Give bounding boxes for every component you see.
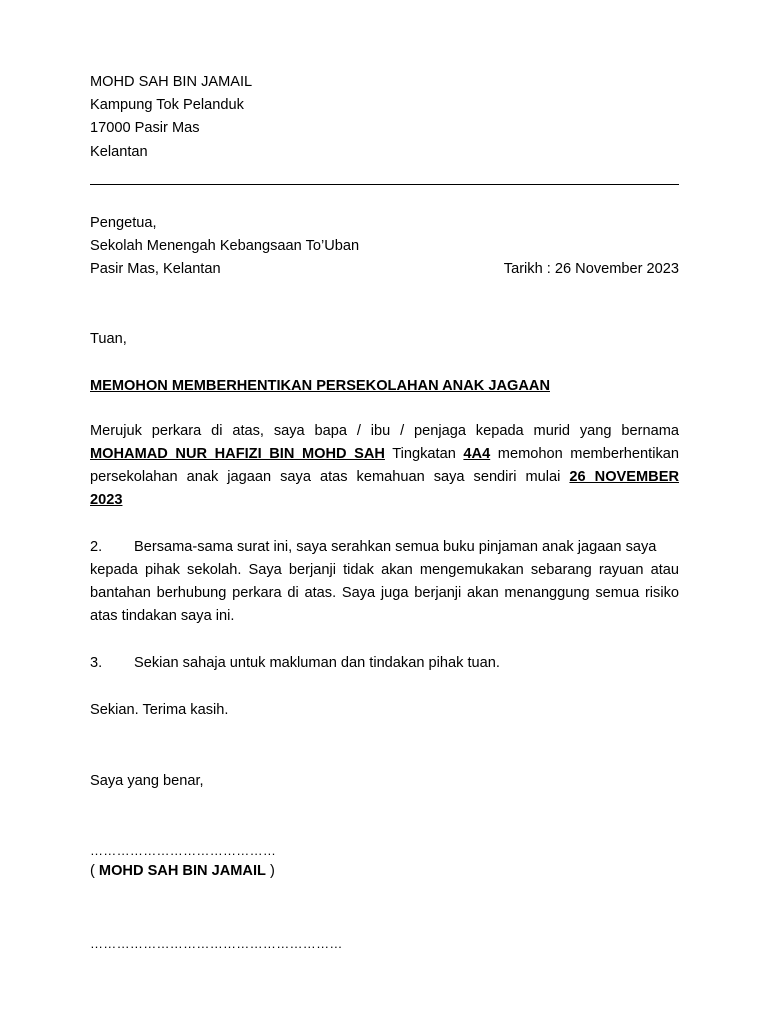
p1-text-1: Merujuk perkara di atas, saya bapa / ibu / penjaga kepada murid yang bernama bbox=[90, 423, 679, 439]
p2-text-4: atas tindakan saya ini. bbox=[90, 608, 235, 624]
recipient-school: Sekolah Menengah Kebangsaan To’Uban bbox=[90, 238, 360, 254]
paragraph-1-line-4 bbox=[90, 489, 679, 512]
open-paren: ( bbox=[90, 863, 99, 879]
paragraph-1-line-3 bbox=[90, 466, 679, 489]
student-name: MOHAMAD NUR HAFIZI BIN MOHD SAH bbox=[90, 446, 385, 462]
letter-date: Tarikh : 26 November 2023 bbox=[503, 261, 679, 277]
letter-subject: MEMOHON MEMBERHENTIKAN PERSEKOLAHAN ANAK JAGAAN bbox=[90, 378, 550, 394]
signature-name-block bbox=[90, 862, 275, 880]
paragraph-3 bbox=[90, 654, 500, 672]
signature-line: …………………………………… bbox=[90, 843, 277, 858]
p2-text-2: kepada pihak sekolah. Saya berjanji tidak akan mengemukakan sebarang rayuan atau bbox=[90, 562, 679, 578]
paragraph-2-line-3 bbox=[90, 582, 679, 605]
signature-name: MOHD SAH BIN JAMAIL bbox=[98, 863, 266, 879]
paragraph-2-line-1 bbox=[90, 536, 679, 559]
p3-text: Sekian sahaja untuk makluman dan tindakan pihak tuan. bbox=[134, 655, 500, 671]
salutation: Tuan, bbox=[90, 331, 127, 347]
paragraph-3-number: 3. bbox=[90, 655, 103, 671]
second-signature-line: ………………………………………………… bbox=[90, 936, 343, 951]
student-class: 4A4 bbox=[463, 446, 491, 462]
paragraph-2-number: 2. bbox=[90, 539, 103, 555]
letter-page bbox=[90, 0, 679, 1024]
sign-off: Saya yang benar, bbox=[90, 773, 204, 789]
p1-text-3: persekolahan anak jagaan saya atas kemahuan saya sendiri mulai bbox=[90, 469, 561, 485]
header-divider bbox=[90, 184, 679, 185]
p2-text-3: bantahan berhubung perkara di atas. Saya juga berjanji akan menanggung semua risiko bbox=[90, 585, 679, 601]
paragraph-2-line-2 bbox=[90, 559, 679, 582]
sender-name: MOHD SAH BIN JAMAIL bbox=[90, 74, 253, 90]
sender-address-line1: Kampung Tok Pelanduk bbox=[90, 97, 244, 113]
tingkatan-label: Tingkatan bbox=[392, 446, 456, 462]
sender-address-line2: 17000 Pasir Mas bbox=[90, 120, 200, 136]
close-paren: ) bbox=[265, 863, 275, 879]
effective-date-a: 26 NOVEMBER bbox=[569, 469, 679, 485]
paragraph-1-line-1 bbox=[90, 420, 679, 443]
p2-text-1: Bersama-sama surat ini, saya serahkan semua buku pinjaman anak jagaan saya bbox=[134, 539, 657, 555]
recipient-location: Pasir Mas, Kelantan bbox=[90, 261, 221, 277]
effective-date-b: 2023 bbox=[90, 492, 123, 508]
paragraph-2-line-4 bbox=[90, 605, 679, 628]
p1-text-2: memohon memberhentikan bbox=[497, 446, 679, 462]
sender-address-line3: Kelantan bbox=[90, 144, 148, 160]
recipient-title: Pengetua, bbox=[90, 215, 157, 231]
paragraph-1-line-2 bbox=[90, 443, 679, 466]
closing: Sekian. Terima kasih. bbox=[90, 702, 229, 718]
